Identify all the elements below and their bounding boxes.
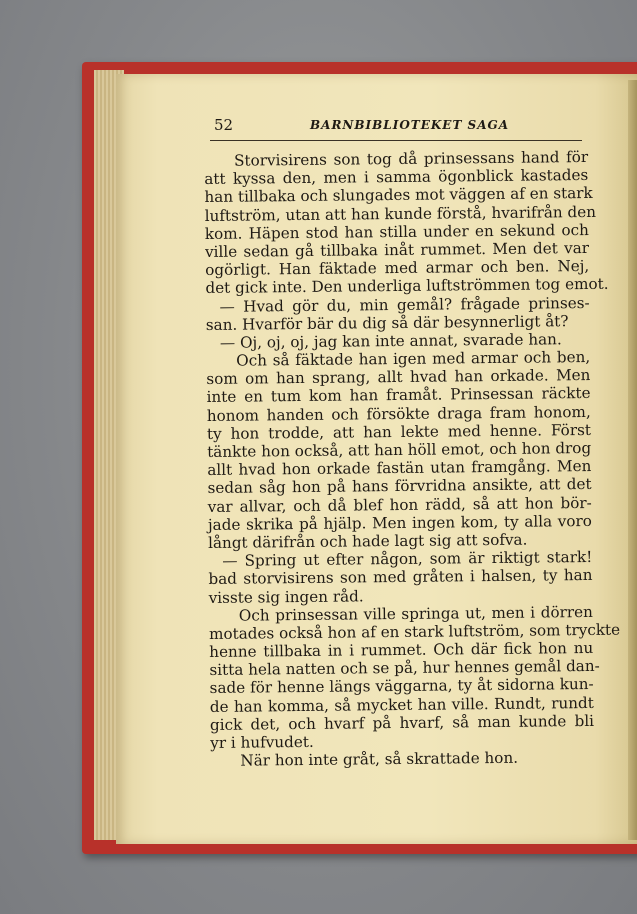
- text-line: att kyssa den, men i samma ögonblick kastades: [204, 166, 589, 189]
- text-line: visste sig ingen råd.: [208, 586, 364, 607]
- body-text: [204, 147, 621, 770]
- text-line: sitta hela natten och se på, hur hennes gemål dan-: [209, 657, 600, 680]
- text-line: san. Hvarför bär du dig så där besynnerligt åt?: [205, 311, 569, 334]
- text-line: honom handen och försökte draga fram honom,: [206, 402, 591, 425]
- text-line: tänkte hon också, att han höll emot, och hon drog: [207, 438, 592, 461]
- text-line: bad storvisirens son med gråten i halsen, ty han: [208, 566, 593, 589]
- page-gutter: [628, 80, 637, 840]
- text-line: ogörligt. Han fäktade med armar och ben. Nej,: [205, 257, 590, 280]
- text-line: jade skrika på hjälp. Men ingen kom, ty alla voro: [207, 511, 592, 534]
- text-line: Och prinsessan ville springa ut, men i dörren: [238, 602, 593, 625]
- text-line: — Spring ut efter någon, som är riktigt stark!: [222, 548, 593, 570]
- text-line: långt därifrån och hade lagt sig att sofva.: [207, 530, 528, 552]
- text-line: Och så fäktade han igen med armar och ben,: [236, 348, 591, 370]
- text-line: När hon inte gråt, så skrattade hon.: [240, 748, 519, 770]
- text-line: allt hvad hon orkade fastän utan framgång. Men: [207, 457, 592, 480]
- text-line: yr i hufvudet.: [210, 732, 314, 752]
- text-line: sade för henne längs väggarna, ty åt sidorna kun-: [209, 675, 594, 698]
- text-line: — Oj, oj, oj, jag kan inte annat, svarade han.: [219, 330, 562, 352]
- text-line: det gick inte. Den underliga luftströmmen tog emot.: [205, 275, 609, 298]
- text-line: som om han sprang, allt hvad han orkade. Men: [206, 366, 591, 389]
- text-line: han tillbaka och slungades mot väggen af en stark: [204, 184, 593, 207]
- text-line: kom. Häpen stod han stilla under en sekund och: [204, 220, 589, 243]
- text-line: Storvisirens son tog då prinsessans hand för: [233, 147, 589, 170]
- text-line: luftström, utan att han kunde förstå, hvarifrån den: [204, 202, 597, 225]
- text-line: ty hon trodde, att han lekte med henne. Först: [206, 420, 592, 443]
- text-line: — Hvad gör du, min gemål? frågade prinses-: [219, 293, 590, 316]
- text-line: inte en tum kom han framåt. Prinsessan räckte: [206, 384, 591, 407]
- page-number: 52: [214, 116, 234, 134]
- text-line: de han komma, så mycket han ville. Rundt, rundt: [209, 693, 594, 716]
- text-line: henne tillbaka in i rummet. Och där fick hon nu: [209, 639, 594, 662]
- text-line: motades också hon af en stark luftström, som tryckte: [208, 620, 621, 643]
- page-header: [210, 112, 582, 141]
- text-line: sedan såg hon på hans förvridna ansikte, att det: [207, 475, 592, 498]
- text-line: gick det, och hvarf på hvarf, så man kunde bli: [209, 711, 595, 734]
- text-line: ville sedan gå tillbaka inåt rummet. Men det var: [204, 238, 590, 261]
- running-title: BARNBIBLIOTEKET SAGA: [310, 118, 510, 132]
- text-line: var allvar, och då blef hon rädd, så att hon bör-: [207, 493, 592, 516]
